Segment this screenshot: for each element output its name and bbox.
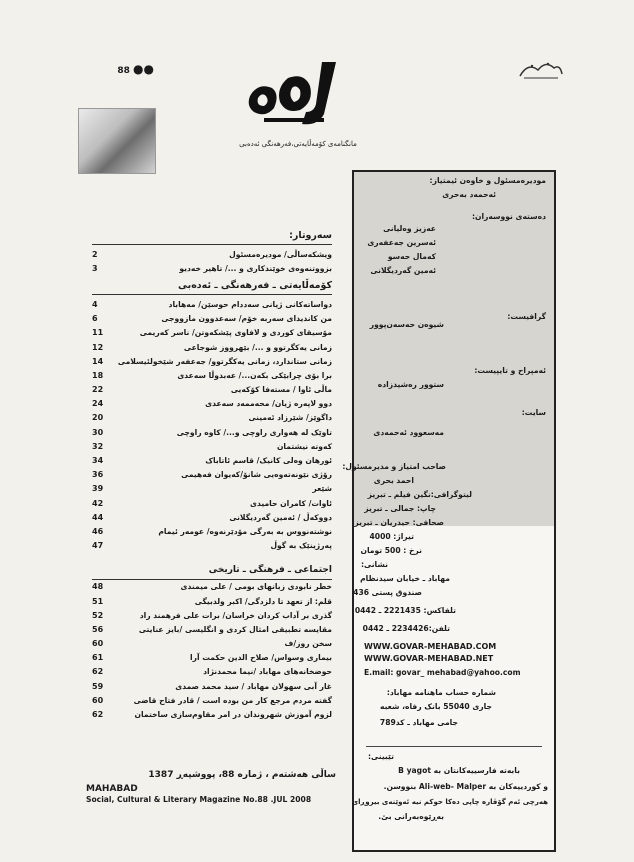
toc-item-page: 2 — [92, 249, 98, 259]
toc-persian-item — [92, 594, 332, 608]
address-label: نشانی: — [360, 560, 388, 569]
persian-owner-label: صاحب امتیاز و مدیرمسئول: — [342, 462, 446, 471]
account-line: جاری 55040 بانک رفاه، شعبه — [379, 702, 492, 711]
toc-item-page: 14 — [92, 356, 104, 366]
toc-kurdish-heading: کۆمەڵایەتی ـ فەرهەنگی ـ ئەدەبی — [92, 278, 332, 295]
toc-item-page: 44 — [92, 512, 104, 522]
board-member: ئەمین گەردیگلانی — [370, 266, 436, 275]
toc-kurdish-item — [92, 397, 332, 411]
toc-persian-item — [92, 679, 332, 693]
account-line: شماره حساب ماهنامه مهاباد: — [386, 688, 496, 697]
account-line: جامی مهاباد ـ کد789 — [379, 718, 458, 727]
toc-kurdish-item — [92, 539, 332, 553]
toc-item-page: 52 — [92, 610, 104, 620]
toc-kurdish-item — [92, 425, 332, 439]
notice-label: تێبینی: — [368, 752, 394, 761]
toc-persian-item — [92, 608, 332, 622]
toc-item-page: 34 — [92, 456, 104, 466]
toc-item-page: 24 — [92, 399, 104, 409]
toc-item-title: گذری بر آداب کردان خراسان/ برات علی فرهمند راد — [139, 610, 332, 620]
toc-persian-item — [92, 707, 332, 721]
toc-item-title: برا بۆی چرابێکی بکەن.../ عەبدوڵا سەعدی — [177, 370, 332, 380]
magazine-name: MAHABAD — [86, 784, 138, 794]
toc-editorial-heading: سەروتار: — [92, 228, 332, 245]
toc-item-title: کەوتە نیشتمان — [276, 441, 332, 451]
address-text: مهاباد ـ خیابان سیدنظام — [360, 574, 450, 583]
toc-item-title: پەرژینێک بە گوڵ — [270, 541, 332, 551]
toc-item-title: دواساتەکانی ژیانی سەددام حوسێن/ مەھاباد — [168, 299, 332, 309]
toc-item-title: خطر نابودی زبانهای بومی / علی میمندی — [180, 582, 332, 592]
toc-item-page: 20 — [92, 413, 104, 423]
toc-item-title: رۆژی نێونەتەوەیی شانۆ/کەیوان فەھیمی — [181, 470, 332, 480]
toc-item-title: بزووتنەوەی خوێندکاری و .../ تاھیر خەدیو — [179, 263, 332, 273]
layout-label: ئەمپراح و تایپیست: — [474, 366, 546, 375]
board-member: عەزیز وەلیانی — [383, 224, 436, 233]
toc-persian-item — [92, 580, 332, 594]
phone: تلفن:2234426 ـ 0442 — [362, 624, 450, 633]
layout-name: ستوور رەشیدزادە — [377, 380, 444, 389]
toc-persian-item — [92, 622, 332, 636]
toc-kurdish-list — [92, 297, 332, 552]
toc-item-page: 46 — [92, 526, 104, 536]
table-of-contents — [92, 228, 332, 722]
notice-line: هەرچی ئەم گۆڤارە چاپی دەکا حوکم نیە ئەوێنەی بیروڕای — [351, 798, 548, 806]
magazine-tagline: مانگنامەی کۆمەڵایەتی،فەرھەنگی ئەدەبی — [239, 140, 357, 148]
corner-issue-logo: 88 ●● — [117, 62, 154, 76]
persian-owner-name: احمد بحری — [373, 476, 414, 485]
toc-kurdish-item — [92, 453, 332, 467]
toc-item-page: 62 — [92, 710, 104, 720]
toc-item-title: ئورهان وەلی کانیک/ قاسم ئاتاباک — [205, 456, 332, 466]
toc-item-page: 59 — [92, 681, 104, 691]
telefax: تلفاکس: 2221435 ـ 0442 — [354, 606, 456, 615]
circulation-info: تیراژ: 4000 — [369, 532, 414, 541]
toc-item-page: 42 — [92, 498, 104, 508]
toc-kurdish-item — [92, 524, 332, 538]
owner-label: مودیرەمسئول و خاوەن ئیمتیاز: — [429, 176, 546, 185]
lithography-info: لیتوگرافی:نگین فیلم ـ تبریز — [367, 490, 472, 499]
toc-item-page: 11 — [92, 328, 104, 338]
toc-kurdish-item — [92, 468, 332, 482]
toc-item-page: 51 — [92, 596, 104, 606]
toc-editorial-item — [92, 247, 332, 261]
corner-issue-number: 88 — [117, 66, 130, 76]
toc-item-page: 22 — [92, 385, 104, 395]
toc-item-title: من کاندیدای سەربە خۆم/ سەعدوون مازووجی — [161, 314, 332, 324]
toc-kurdish-item — [92, 411, 332, 425]
masthead-panel — [342, 170, 556, 852]
toc-item-page: 6 — [92, 314, 98, 324]
website-link-com[interactable]: WWW.GOVAR-MEHABAD.COM — [364, 642, 497, 651]
toc-persian-item — [92, 693, 332, 707]
toc-item-page: 4 — [92, 299, 98, 309]
toc-item-page: 36 — [92, 470, 104, 480]
toc-item-title: مقایسه تطبیقی امثال کردی و انگلیسی /بایز عنایتی — [138, 624, 332, 634]
board-member: ئەسرین جەعفەری — [367, 238, 436, 247]
panel-divider — [366, 746, 542, 747]
toc-item-title: حوضخانه‌های مهاباد /نیما محمدنژاد — [203, 667, 332, 677]
toc-kurdish-item — [92, 482, 332, 496]
notice-line: و کوردییەکان بە Ali-web- Malper بنووسن. — [383, 782, 548, 791]
toc-item-page: 62 — [92, 667, 104, 677]
toc-item-title: غار آبی سهولان مهاباد / سید محمد صمدی — [175, 681, 332, 691]
graphics-label: گرافیست: — [507, 312, 546, 321]
graphics-name: شیوەن حەسەن‌پوور — [369, 320, 444, 329]
toc-kurdish-item — [92, 383, 332, 397]
toc-item-title: زمانی ستاندارد، زمانی یەکگرتوو/ جەعفەر شێخولئیسلامی — [117, 356, 332, 366]
notice-line: بابەتە فارسییەکانتان بە B yagot — [398, 766, 520, 775]
toc-kurdish-item — [92, 326, 332, 340]
toc-kurdish-item — [92, 496, 332, 510]
toc-item-page: 3 — [92, 263, 98, 273]
issue-footer — [86, 770, 336, 804]
toc-item-title: قلم: از تعهد تا دلزدگی/ اکبر ولدبیگی — [194, 596, 332, 606]
toc-persian-list — [92, 580, 332, 722]
toc-item-page: 56 — [92, 624, 104, 634]
toc-item-title: بیماری وسواس/ صلاح الدین حکمت آرا — [190, 653, 332, 663]
website-link-net[interactable]: WWW.GOVAR-MEHABAD.NET — [364, 654, 494, 663]
toc-item-title: گفته مردم مرجع کار من بوده است / قادر فتاح قاضی — [133, 695, 332, 705]
toc-item-title: سخن روز/ف — [284, 639, 332, 649]
toc-item-title: ویشکەساڵی/ مودیرەمسئول — [229, 249, 332, 259]
toc-item-page: 39 — [92, 484, 104, 494]
toc-item-title: تاوێک لە هەواری راوچی و.../ کاوە راوچی — [176, 427, 332, 437]
notice-line: بەڕێوەبەرانی بێ. — [378, 812, 444, 821]
toc-item-page: 48 — [92, 582, 104, 592]
toc-item-page: 32 — [92, 441, 104, 451]
toc-item-page: 60 — [92, 695, 104, 705]
toc-item-title: شێعر — [312, 484, 332, 494]
toc-item-title: لزوم آموزش شهروندان در امر مقاوم‌سازی ساختمان — [134, 710, 332, 720]
email-address[interactable]: E.mail: govar_ mehabad@yahoo.com — [364, 668, 521, 677]
toc-kurdish-item — [92, 439, 332, 453]
board-member: کەمال حەسو — [387, 252, 436, 261]
toc-kurdish-item — [92, 312, 332, 326]
toc-item-title: ئاوات/ کامران حامیدی — [250, 498, 332, 508]
toc-kurdish-item — [92, 510, 332, 524]
owner-name: ئەحمەد بەحری — [442, 190, 496, 199]
toc-item-page: 60 — [92, 639, 104, 649]
toc-item-title: دوو لاپەرە ژیان/ محەممەد سەعدی — [205, 399, 332, 409]
site-name: مەسعوود ئەحمەدی — [373, 428, 444, 437]
toc-kurdish-item — [92, 297, 332, 311]
binding-info: صحافی: حیدریان ـ تبریز — [354, 518, 444, 527]
toc-item-title: ماڵی ئاوا / مستەفا کۆکەیی — [230, 385, 332, 395]
board-label: دەستەی نووسەران: — [471, 212, 546, 221]
site-label: سایت: — [521, 408, 546, 417]
toc-persian-item — [92, 637, 332, 651]
print-info: چاپ: جمالی ـ تبریز — [364, 504, 436, 513]
mahabad-calligraphy-logo — [244, 56, 344, 128]
toc-kurdish-item — [92, 368, 332, 382]
cover-thumbnail — [78, 108, 156, 174]
toc-item-page: 61 — [92, 653, 104, 663]
toc-kurdish-item — [92, 354, 332, 368]
toc-item-page: 18 — [92, 370, 104, 380]
toc-editorial-item — [92, 261, 332, 275]
po-box: صندوق پستی 436 — [353, 588, 422, 597]
issue-date-line: ساڵی هەشتەم ، ژمارە 88، پووشپەڕ 1387 — [148, 770, 336, 780]
price-info: نرخ : 500 تومان — [360, 546, 422, 555]
toc-item-title: دووکەڵ / ئەمین گەردیگلانی — [229, 512, 332, 522]
toc-kurdish-item — [92, 340, 332, 354]
toc-persian-item — [92, 651, 332, 665]
toc-item-title: داگوێز/ شێرزاد ئەمینی — [248, 413, 332, 423]
toc-item-title: مۆسیقای کوردی و لافاوی پێشکەوتن/ ناسر کەریمی — [139, 328, 332, 338]
toc-item-page: 12 — [92, 342, 104, 352]
toc-persian-heading: اجتماعی ـ فرهنگی ـ تاریخی — [92, 561, 332, 580]
toc-editorial-list — [92, 247, 332, 275]
basmala-calligraphy-seal — [518, 58, 564, 80]
toc-item-title: زمانی یەکگرتوو و .../ بێھرووز شوجاعی — [183, 342, 332, 352]
toc-item-title: نوشتەنووس بە بەرگی مۆدێرنەوە/ عومەر ئیمام — [158, 526, 332, 536]
toc-item-page: 47 — [92, 541, 104, 551]
magazine-subtitle: Social, Cultural & Literary Magazine No.88 .JUL 2008 — [86, 795, 312, 804]
toc-persian-item — [92, 665, 332, 679]
toc-item-page: 30 — [92, 427, 104, 437]
